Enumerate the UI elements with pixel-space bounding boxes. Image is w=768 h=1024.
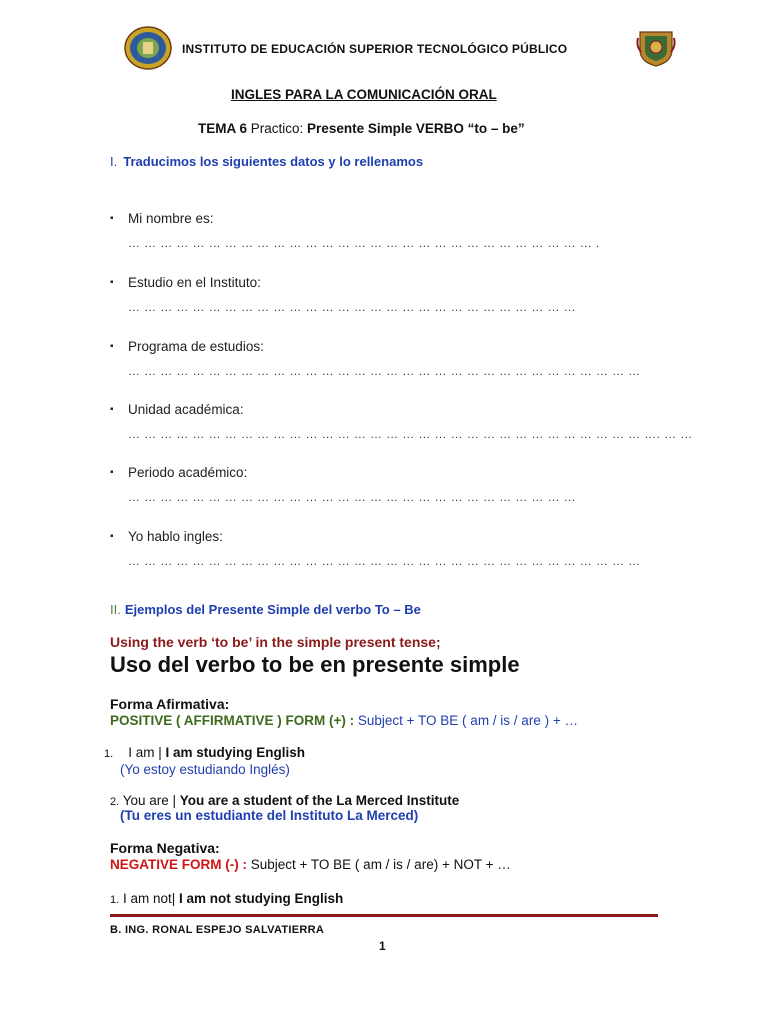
bullet-icon: ▪ — [110, 531, 114, 542]
institution-name: INSTITUTO DE EDUCACIÓN SUPERIOR TECNOLÓGICO PÚBLICO — [182, 42, 568, 56]
example-plain: I am not| — [119, 891, 179, 906]
forma-afirmativa-label: Forma Afirmativa: — [110, 696, 230, 712]
example-number: 1. — [104, 748, 114, 760]
institute-crest-logo — [636, 26, 676, 68]
example-2 — [110, 793, 459, 808]
bullet-icon: ▪ — [110, 404, 114, 415]
example-number: 1. — [110, 894, 120, 906]
example-bold: You are a student of the La Merced Institute — [179, 793, 460, 808]
negative-formula: Subject + TO BE ( am / is / are) + NOT + … — [250, 857, 511, 872]
list-item — [110, 211, 214, 226]
negative-example-1 — [110, 891, 343, 906]
using-subtitle: Using the verb ‘to be’ in the simple present tense; — [110, 634, 441, 650]
item-label: Periodo académico: — [128, 465, 248, 480]
fill-in-blank[interactable]: … … … … … … … … … … … … … … … … … … … … … … … … … … … … … . — [128, 236, 600, 250]
section-2-heading — [110, 602, 421, 617]
course-title: INGLES PARA LA COMUNICACIÓN ORAL — [231, 87, 497, 102]
tema-practico: Practico: — [247, 121, 308, 136]
bullet-icon: ▪ — [110, 341, 114, 352]
item-label: Unidad académica: — [128, 402, 244, 417]
section-1-title: Traducimos los siguientes datos y lo rellenamos — [123, 154, 424, 169]
positive-form-line — [110, 713, 578, 728]
item-label: Estudio en el Instituto: — [128, 275, 261, 290]
institute-seal-logo — [124, 26, 172, 70]
positive-formula: Subject + TO BE ( am / is / are ) + … — [357, 713, 578, 728]
example-2-translation: (Tu eres un estudiante del Instituto La Merced) — [120, 808, 419, 823]
example-plain: You are | — [119, 793, 180, 808]
fill-in-blank[interactable]: … … … … … … … … … … … … … … … … … … … … … … … … … … … … … … … … …. … … — [128, 427, 693, 441]
list-item — [110, 402, 244, 417]
page-number: 1 — [379, 939, 386, 953]
example-number: 2. — [110, 796, 120, 808]
example-bold: I am studying English — [165, 745, 305, 760]
bullet-icon: ▪ — [110, 213, 114, 224]
section-2-number: II. — [110, 602, 121, 617]
topic-line — [198, 121, 525, 136]
item-label: Yo hablo ingles: — [128, 529, 223, 544]
fill-in-blank[interactable]: … … … … … … … … … … … … … … … … … … … … … … … … … … … … — [128, 300, 577, 314]
fill-in-blank[interactable]: … … … … … … … … … … … … … … … … … … … … … … … … … … … … — [128, 490, 577, 504]
fill-in-blank[interactable]: … … … … … … … … … … … … … … … … … … … … … … … … … … … … … … … … — [128, 364, 641, 378]
tema-topic: Presente Simple VERBO “to – be” — [307, 121, 525, 136]
example-plain: I am | — [128, 745, 166, 760]
example-bold: I am not studying English — [178, 891, 344, 906]
positive-label: POSITIVE ( AFFIRMATIVE ) FORM (+) : — [110, 713, 358, 728]
list-item — [110, 275, 261, 290]
item-label: Mi nombre es: — [128, 211, 214, 226]
negative-label: NEGATIVE FORM (-) : — [110, 857, 251, 872]
list-item — [110, 465, 247, 480]
big-heading: Uso del verbo to be en presente simple — [110, 652, 520, 677]
footer-author: B. ING. RONAL ESPEJO SALVATIERRA — [110, 924, 325, 936]
item-label: Programa de estudios: — [128, 339, 264, 354]
forma-negativa-label: Forma Negativa: — [110, 840, 220, 856]
example-1-translation: (Yo estoy estudiando Inglés) — [120, 762, 290, 777]
example-1 — [104, 745, 305, 760]
list-item — [110, 529, 223, 544]
negative-form-line — [110, 857, 511, 872]
fill-in-blank[interactable]: … … … … … … … … … … … … … … … … … … … … … … … … … … … … … … … … — [128, 554, 641, 568]
tema-number: TEMA 6 — [198, 121, 248, 136]
bullet-icon: ▪ — [110, 277, 114, 288]
section-1-number: I. — [110, 154, 118, 169]
bullet-icon: ▪ — [110, 467, 114, 478]
section-1-heading — [110, 154, 423, 169]
footer-divider — [110, 914, 658, 917]
list-item — [110, 339, 264, 354]
section-2-title: Ejemplos del Presente Simple del verbo To – Be — [124, 602, 421, 617]
